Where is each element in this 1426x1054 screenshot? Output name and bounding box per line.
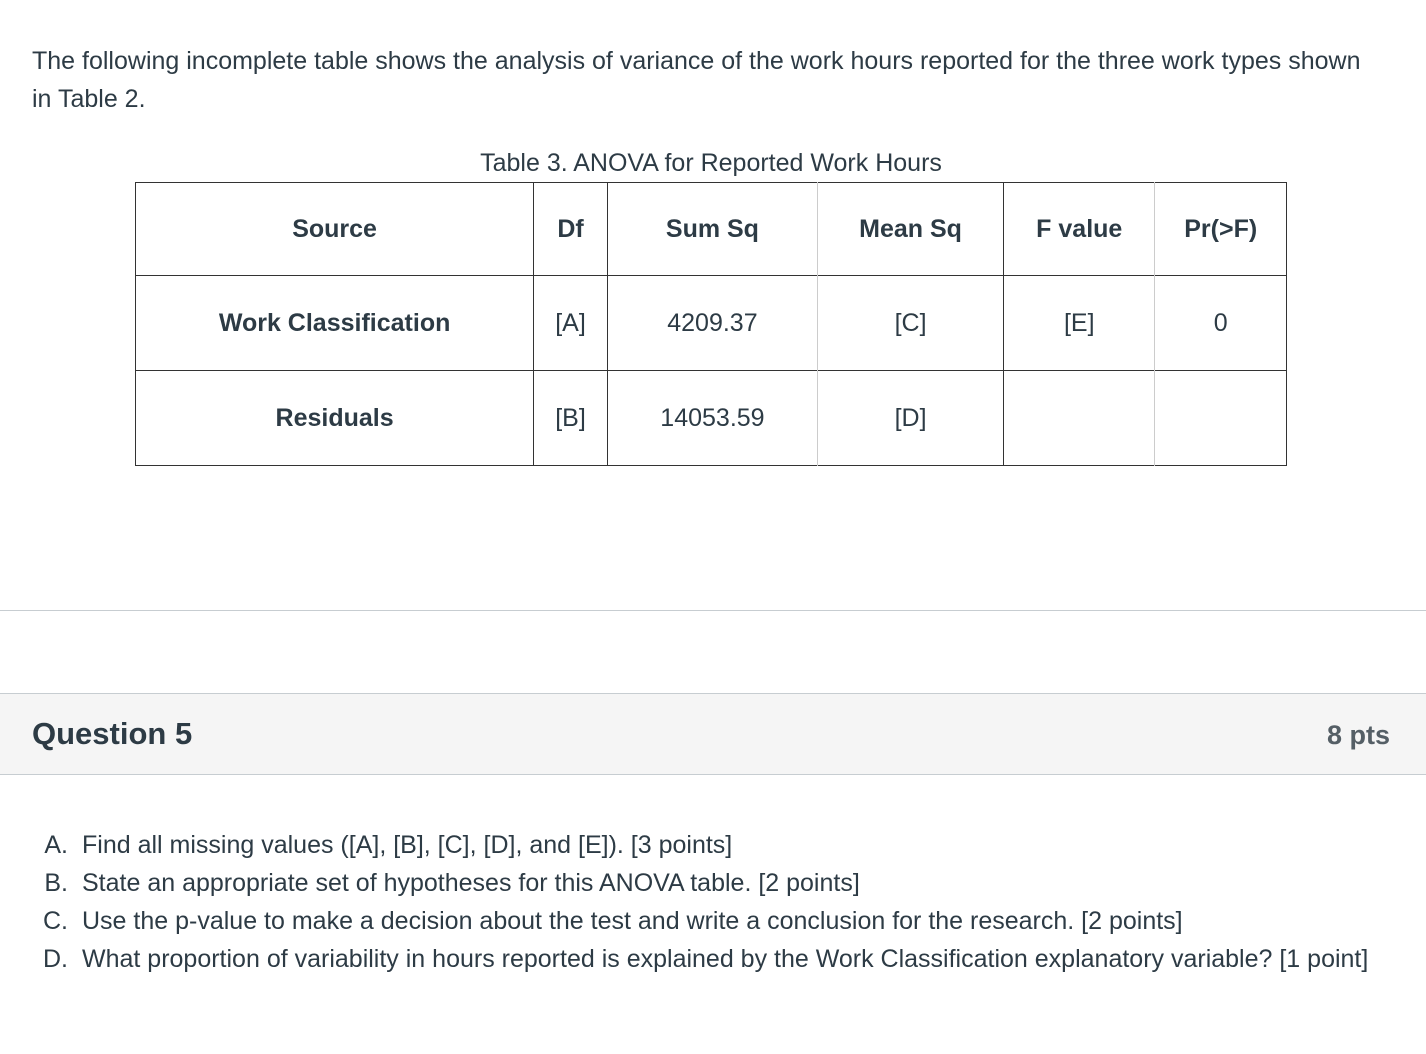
- list-item: [44, 826, 1372, 864]
- cell-source: Residuals: [136, 371, 534, 466]
- header-source: Source: [136, 183, 534, 276]
- list-item-text: What proportion of variability in hours reported is explained by the Work Classification explanatory variable? [1 point]: [82, 945, 1369, 973]
- list-item-text: State an appropriate set of hypotheses for this ANOVA table. [2 points]: [82, 869, 860, 897]
- list-marker: B.: [44, 869, 68, 897]
- cell-mean-sq: [D]: [818, 371, 1004, 466]
- list-item: [44, 864, 1372, 902]
- cell-source: Work Classification: [136, 276, 534, 371]
- list-item: [43, 902, 1372, 940]
- header-f-value: F value: [1004, 183, 1155, 276]
- cell-df: [B]: [534, 371, 608, 466]
- question-header: [0, 693, 1426, 775]
- list-item: [43, 940, 1372, 978]
- list-item-text: Find all missing values ([A], [B], [C], [D], and [E]). [3 points]: [82, 831, 733, 859]
- section-divider: [0, 610, 1426, 611]
- list-marker: C.: [43, 907, 68, 935]
- anova-table: [135, 182, 1287, 466]
- header-mean-sq: Mean Sq: [818, 183, 1004, 276]
- cell-sum-sq: 14053.59: [607, 371, 817, 466]
- intro-paragraph: The following incomplete table shows the analysis of variance of the work hours reported for the three work types shown in Table 2.: [32, 47, 1361, 113]
- cell-f-value: [1004, 371, 1155, 466]
- cell-p-value: 0: [1155, 276, 1287, 371]
- table-header-row: [136, 183, 1287, 276]
- question-parts-list: [43, 826, 1372, 978]
- cell-df: [A]: [534, 276, 608, 371]
- table-caption: Table 3. ANOVA for Reported Work Hours: [480, 149, 942, 177]
- cell-sum-sq: 4209.37: [607, 276, 817, 371]
- table-row: [136, 371, 1287, 466]
- header-df: Df: [534, 183, 608, 276]
- list-marker: A.: [44, 831, 68, 859]
- table-row: [136, 276, 1287, 371]
- list-marker: D.: [43, 945, 68, 973]
- question-title: Question 5: [32, 716, 193, 751]
- cell-p-value: [1155, 371, 1287, 466]
- header-sum-sq: Sum Sq: [607, 183, 817, 276]
- header-p-value: Pr(>F): [1155, 183, 1287, 276]
- cell-f-value: [E]: [1004, 276, 1155, 371]
- question-points: 8 pts: [1326, 720, 1390, 750]
- cell-mean-sq: [C]: [818, 276, 1004, 371]
- list-item-text: Use the p-value to make a decision about the test and write a conclusion for the research. [2 points]: [82, 907, 1183, 935]
